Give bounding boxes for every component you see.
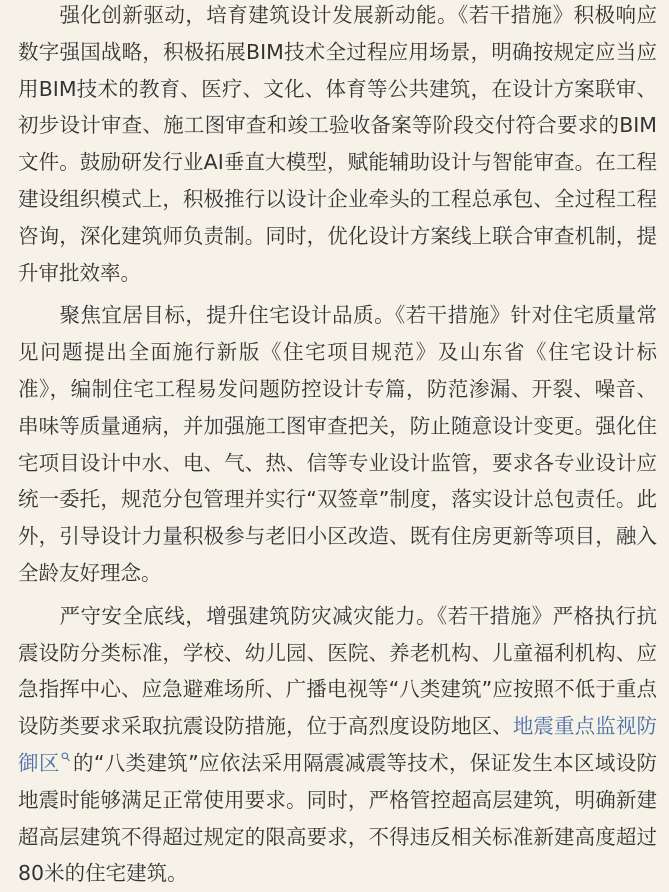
- paragraph-safety: [18, 598, 657, 892]
- paragraph-innovation: [18, 0, 657, 291]
- paragraph-text-before-link: 严守安全底线，增强建筑防灾减灾能力。《若干措施》严格执行抗震设防分类标准，学校、幼儿园、医院、养老机构、儿童福利机构、应急指挥中心、应急避难场所、广播电视等“八类建筑”应按照不低于重点设防类要求采取抗震设防措施，位于高烈度设防地区、: [18, 603, 657, 739]
- paragraph-text: 强化创新驱动，培育建筑设计发展新动能。《若干措施》积极响应数字强国战略，积极拓展BIM技术全过程应用场景，明确按规定应当应用BIM技术的教育、医疗、文化、体育等公共建筑，在设计方案联审、初步设计审查、施工图审查和竣工验收备案等阶段交付符合要求的BIM文件。鼓励研发行业AI垂直大模型，赋能辅助设计与智能审查。在工程建设组织模式上，积极推行以设计企业牵头的工程总承包、全过程工程咨询，深化建筑师负责制。同时，优化设计方案线上联合审查机制，提升审批效率。: [18, 3, 657, 285]
- paragraph-text: 聚焦宜居目标，提升住宅设计品质。《若干措施》针对住宅质量常见问题提出全面施行新版《住宅项目规范》及山东省《住宅设计标准》，编制住宅工程易发问题防控设计专篇，防范渗漏、开裂、噪音、串味等质量通病，并加强施工图审查把关，防止随意设计变更。强化住宅项目设计中水、电、气、热、信等专业设计监管，要求各专业设计应统一委托，规范分包管理并实行“双签章”制度，落实设计总包责任。此外，引导设计力量积极参与老旧小区改造、既有住房更新等项目，融入全龄友好理念。: [18, 303, 657, 585]
- search-icon[interactable]: [61, 752, 70, 762]
- paragraph-text-after-link: 的“八类建筑”应依法采用隔震减震等技术，保证发生本区域设防地震时能够满足正常使用要求。同时，严格管控超高层建筑，明确新建超高层建筑不得超过规定的限高要求，不得违反相关标准新建高度超过80米的住宅建筑。: [18, 750, 657, 886]
- paragraph-housing-quality: [18, 297, 657, 591]
- keyword-link-text[interactable]: 地震重点监视防御区: [18, 714, 658, 775]
